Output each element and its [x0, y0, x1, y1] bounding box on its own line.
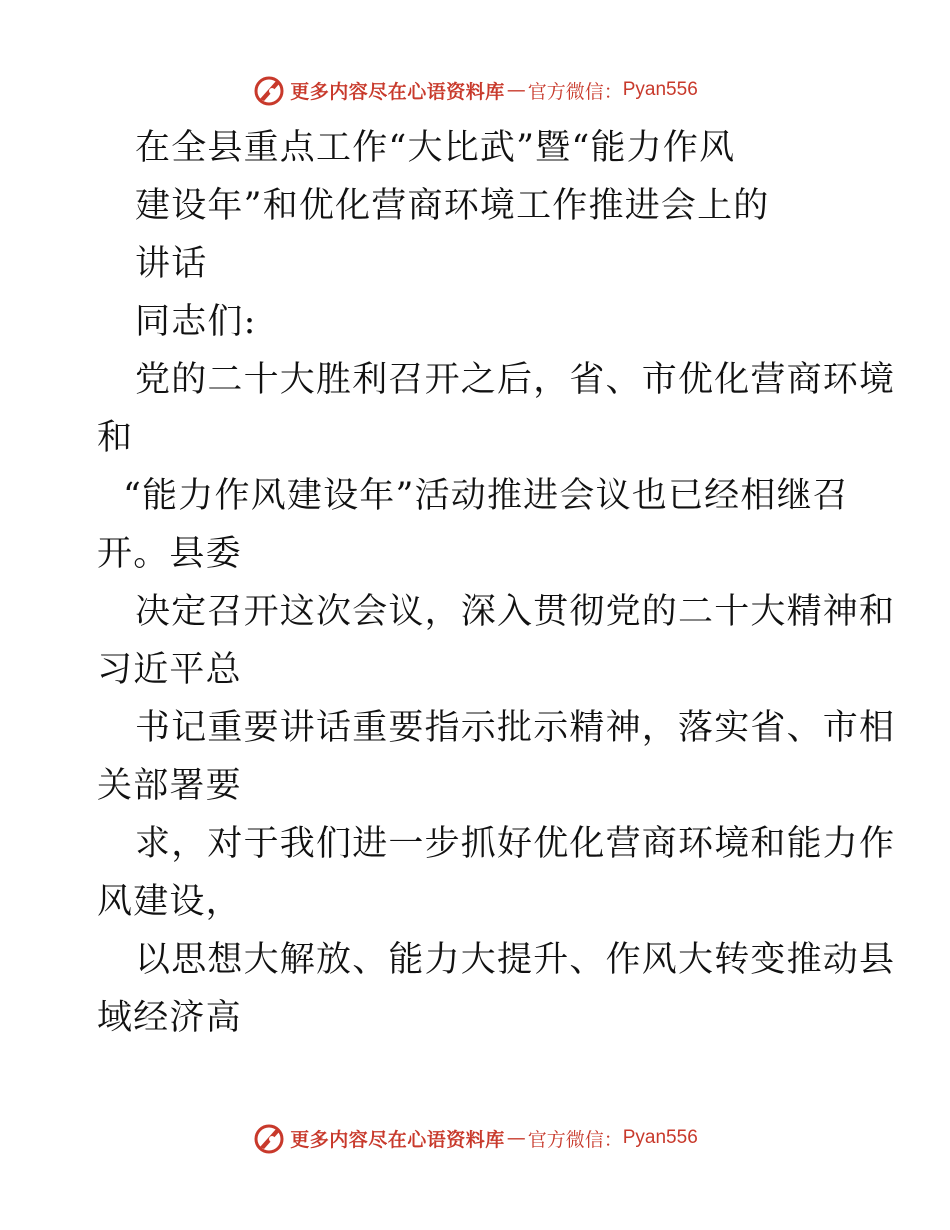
body-line: 习近平总: [97, 650, 242, 690]
body-line: 书记重要讲话重要指示批示精神，落实省、市相: [135, 708, 896, 748]
title-line-1: 在全县重点工作“大比武”暨“能力作风: [135, 128, 736, 168]
header-banner: [0, 70, 950, 110]
banner-dash: —: [506, 79, 526, 101]
body-line: 和: [97, 418, 134, 458]
body-line: 域经济高: [97, 998, 242, 1038]
salutation: 同志们:: [135, 302, 257, 342]
body-line: 求，对于我们进一步抓好优化营商环境和能力作: [135, 824, 896, 864]
body-line: 开。县委: [97, 534, 242, 574]
banner-title: 更多内容尽在心语资料库: [290, 80, 505, 103]
banner-title: 更多内容尽在心语资料库: [290, 1128, 505, 1151]
banner-wechat-label: 官方微信：: [527, 1128, 623, 1151]
title-line-3: 讲话: [135, 244, 208, 284]
banner-wechat-label: 官方微信：: [527, 80, 623, 103]
banner-wechat-id: Pyan556: [622, 79, 698, 100]
body-line: 关部署要: [97, 766, 242, 806]
footer-banner: [0, 1118, 950, 1158]
body-line: “能力作风建设年”活动推进会议也已经相继召: [123, 476, 849, 516]
banner-dash: —: [506, 1127, 526, 1149]
pen-logo-icon: [252, 1121, 286, 1155]
pen-logo-icon: [252, 73, 286, 107]
body-line: 决定召开这次会议，深入贯彻党的二十大精神和: [135, 592, 896, 632]
title-line-2: 建设年”和优化营商环境工作推进会上的: [135, 186, 770, 226]
body-line: 党的二十大胜利召开之后，省、市优化营商环境: [135, 360, 896, 400]
banner-wechat-id: Pyan556: [622, 1127, 698, 1148]
body-line: 风建设，: [97, 882, 242, 922]
body-line: 以思想大解放、能力大提升、作风大转变推动县: [135, 940, 896, 980]
